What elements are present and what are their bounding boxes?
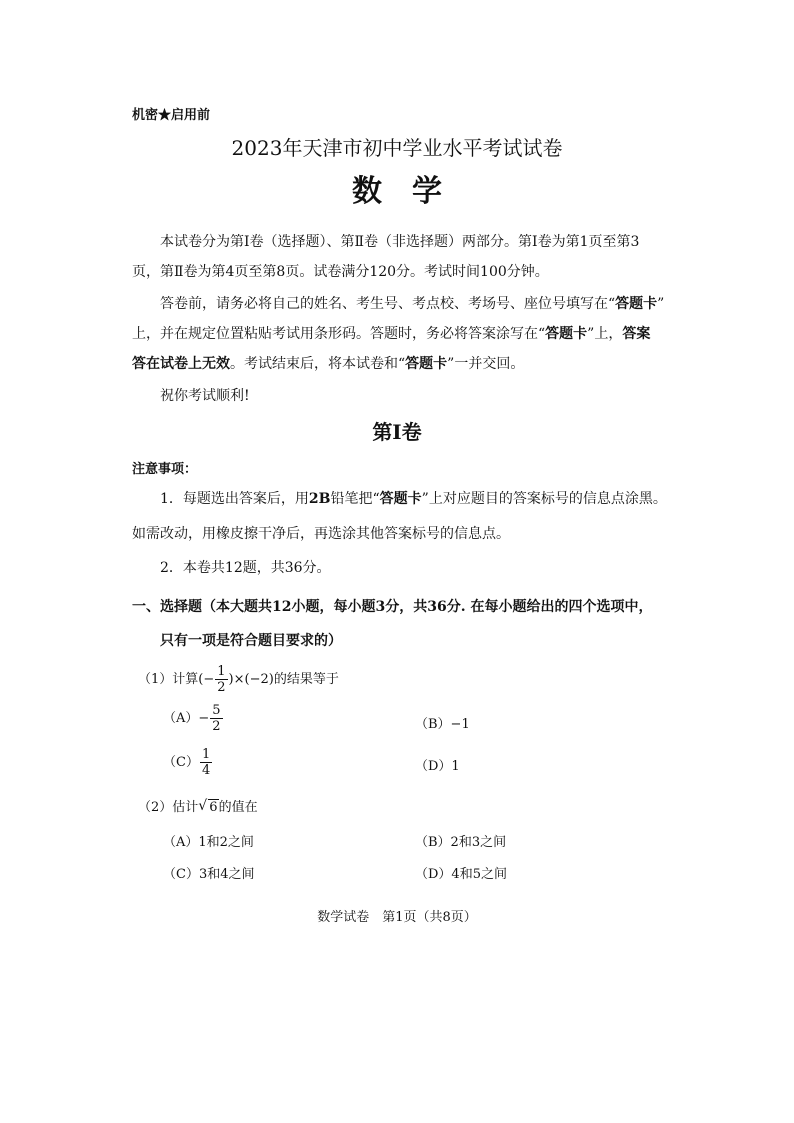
text-segment: ” [657,296,665,312]
intro-paragraph-1-line-1: 本试卷分为第Ⅰ卷（选择题）、第Ⅱ卷（非选择题）两部分。第Ⅰ卷为第1页至第3 [160,234,640,250]
page-footer: 数学试卷 第1页（共8页） [317,910,477,925]
text-segment: 1．每题选出答案后，用 [160,491,309,507]
question-suffix: 的结果等于 [273,672,339,687]
notes-heading: 注意事项： [132,462,198,477]
radical-sign-icon: √ [198,798,208,814]
text-segment: 铅笔把“ [330,491,380,507]
q1-option-b: （B）−1 [415,717,470,732]
answer-card-term: 答题卡 [545,326,588,342]
question-number: （2）估计 [138,800,199,815]
math-open: (− [198,672,215,687]
bold-warning: 答在试卷上无效 [132,356,230,372]
text-segment: 答卷前，请务必将自己的姓名、考生号、考点校、考场号、座位号填写在“ [160,296,616,312]
denominator: 2 [212,719,221,734]
q1-option-a [163,703,224,734]
fraction [210,703,222,734]
exam-title: 2023年天津市初中学业水平考试试卷 [231,136,563,160]
subject-title: 数学 [352,174,472,209]
math-rest: )×(−2) [228,672,274,687]
question-2-stem [138,796,258,815]
q2-option-d: （D）4和5之间 [415,867,507,882]
part-heading-line-1: 一、选择题（本大题共12小题，每小题3分，共36分. 在每小题给出的四个选项中， [132,599,653,615]
question-number: （1）计算 [138,672,199,687]
numerator: 1 [217,664,226,679]
text-segment: ”一并交回。 [447,356,525,372]
good-luck-text: 祝你考试顺利! [160,388,250,404]
q1-option-d: （D）1 [415,759,460,774]
text-segment: 上，并在规定位置粘贴考试用条形码。答题时，务必将答案涂写在“ [132,326,546,342]
answer-card-term: 答题卡 [615,296,658,312]
question-suffix: 的值在 [218,800,258,815]
option-label: （C） [163,755,199,770]
pencil-type: 2B [308,491,331,507]
confidential-label: 机密★启用前 [132,108,211,123]
square-root [198,800,218,815]
denominator: 4 [201,763,211,778]
q2-option-c: （C）3和4之间 [163,867,255,882]
numerator: 5 [212,703,221,718]
answer-card-term: 答题卡 [379,491,422,507]
intro-paragraph-2-line-1 [160,289,664,319]
intro-paragraph-1-line-2: 页，第Ⅱ卷为第4页至第8页。试卷满分120分。考试时间100分钟。 [132,264,549,280]
fraction [200,747,212,778]
answer-card-term: 答题卡 [405,356,448,372]
intro-paragraph-2-line-3 [132,349,524,379]
question-1-stem [138,664,339,695]
text-segment: ”上对应题目的答案标号的信息点涂黑。 [421,491,667,507]
q1-option-c [163,747,213,778]
q2-option-a: （A）1和2之间 [163,835,254,850]
note-1-line-2: 如需改动，用橡皮擦干净后，再选涂其他答案标号的信息点。 [132,526,510,542]
text-segment: 。考试结束后，将本试卷和“ [230,356,406,372]
radicand: 6 [209,800,218,815]
fraction [215,664,227,695]
note-1-line-1 [160,484,667,514]
denominator: 2 [217,680,226,695]
text-segment: ”上， [587,326,623,342]
part-heading-line-2: 只有一项是符合题目要求的） [160,633,342,649]
q2-option-b: （B）2和3之间 [415,835,507,850]
option-label: （A）− [163,711,210,726]
note-2: 2．本卷共12题，共36分。 [160,560,331,576]
bold-warning: 答案 [622,326,651,342]
intro-paragraph-2-line-2 [132,319,650,349]
section-title: 第Ⅰ卷 [372,420,422,444]
numerator: 1 [201,747,211,762]
